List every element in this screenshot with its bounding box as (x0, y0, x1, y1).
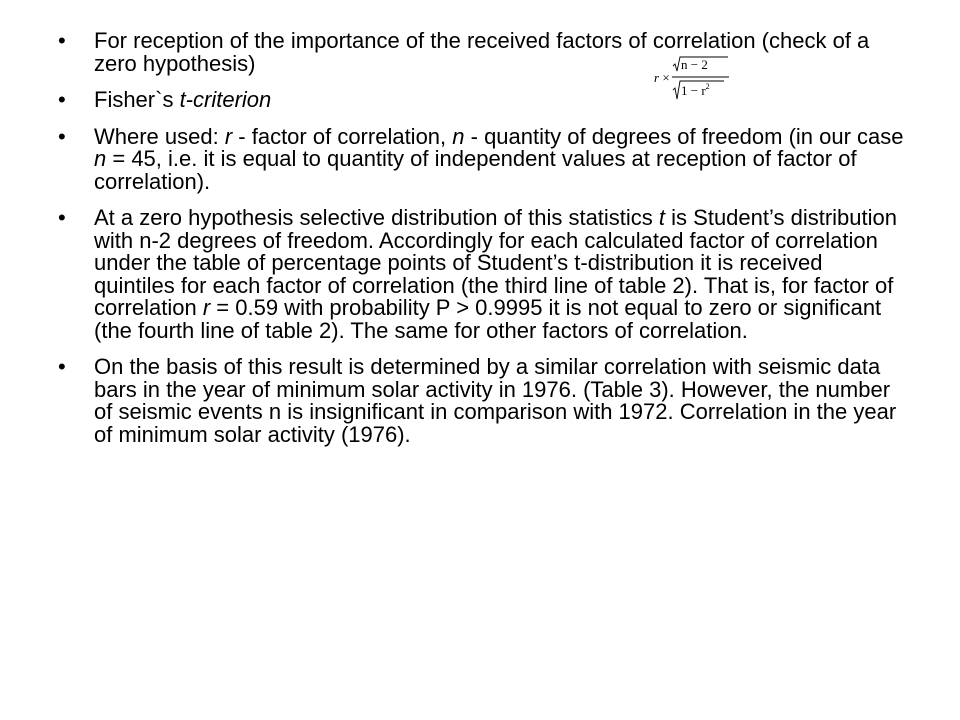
bullet-text (94, 354, 896, 447)
bullet-item (58, 356, 908, 446)
italic-segment: n (94, 146, 107, 171)
bullet-list (58, 30, 908, 460)
bullet-item (58, 30, 908, 75)
bullet-icon: • (58, 28, 66, 53)
bullet-text (94, 205, 897, 343)
bullet-text (94, 28, 869, 76)
italic-segment: r (224, 123, 233, 149)
t-statistic-formula (654, 56, 730, 102)
italic-segment: t (658, 205, 666, 230)
bullet-item (58, 123, 908, 194)
text-segment: At a zero hypothesis selective distribution of this statistics (94, 205, 659, 230)
bullet-icon: • (58, 205, 66, 230)
text-segment: Fisher`s (94, 87, 180, 112)
text-segment: - quantity of degrees of freedom (in our case (464, 123, 904, 149)
bullet-icon: • (58, 87, 66, 112)
formula-numerator: n − 2 (681, 57, 708, 72)
formula-graphic (654, 56, 730, 102)
bullet-item (58, 89, 908, 112)
text-segment: Where used: (94, 123, 225, 149)
text-segment: is Student’s distribution with n-2 degrees of freedom. Accordingly for each calculated factor of correlation under the table of percentage points of Student’s t-distribution it is received quintiles for each factor of correlation (the third line of table 2). That is, for factor of correlation (94, 205, 897, 320)
italic-segment: n (452, 123, 465, 149)
bullet-icon: • (58, 354, 66, 379)
text-segment: - factor of correlation, (232, 123, 453, 149)
italic-segment: r (202, 295, 211, 320)
formula-lhs: r × (654, 70, 670, 85)
bullet-item (58, 207, 908, 342)
bullet-text (94, 124, 904, 194)
formula-denominator: $1 - r^2$ (681, 82, 710, 98)
text-segment: For reception of the importance of the received factors of correlation (check of a zero hypothesis) (94, 28, 870, 76)
bullet-text (94, 87, 271, 112)
text-segment: = 0.59 with probability P > 0.9995 it is not equal to zero or significant (the fourth line of table 2). The same for other factors of correlation. (94, 295, 882, 343)
bullet-icon: • (58, 123, 66, 149)
italic-segment: t-criterion (179, 87, 272, 112)
text-segment: On the basis of this result is determined by a similar correlation with seismic data bars in the year of minimum solar activity in 1976. (Table 3). However, the number of seismic events n is insignificant in comparison with 1972. Correlation in the year of minimum solar activity (1976). (94, 354, 897, 447)
text-segment: = 45, i.e. it is equal to quantity of independent values at reception of factor of correlation). (94, 146, 857, 194)
